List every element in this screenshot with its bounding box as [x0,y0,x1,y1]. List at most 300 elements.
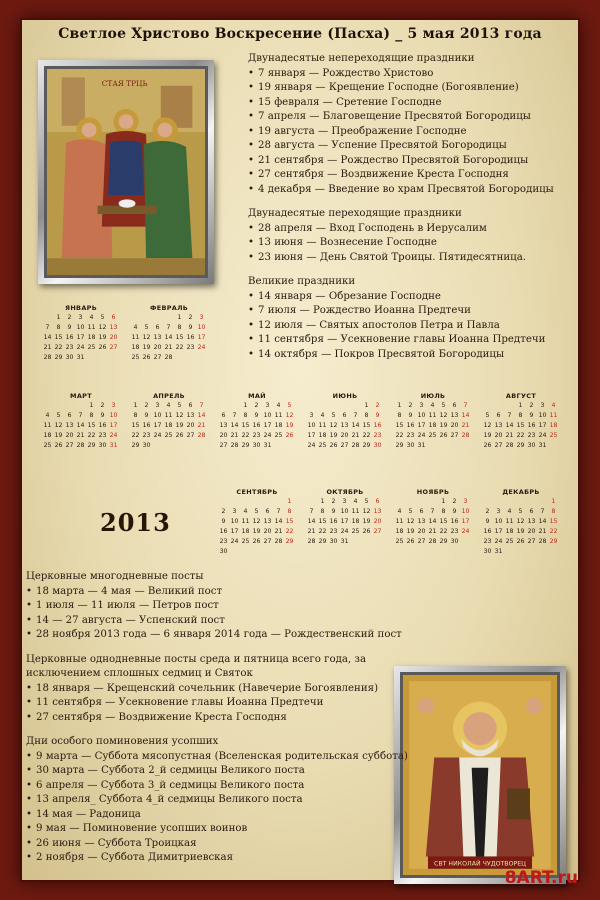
day-cell: 1 [56,314,61,321]
month-name: МАЙ [248,392,266,400]
day-cell: 30 [65,354,74,361]
day-cell: 17 [461,518,470,525]
day-cell: 21 [307,528,316,535]
day-cell: 2 [188,314,193,321]
day-cell: 6 [265,508,270,515]
month-days [42,402,120,450]
day-cell: 9 [452,508,457,515]
day-cell: 31 [263,442,272,449]
day-cell: 26 [406,538,415,545]
day-cell: 7 [309,508,314,515]
day-cell: 13 [263,518,272,525]
day-cell: 24 [263,432,272,439]
empty-day [75,402,86,410]
day-cell: 4 [89,314,94,321]
empty-day [218,402,229,410]
day-cell: 8 [287,508,292,515]
list-item: • 18 января — Крещенский сочельник (Навечерие Богоявления) [26,682,436,697]
day-cell: 10 [153,412,162,419]
day-cell: 26 [54,442,63,449]
day-cell: 3 [78,314,83,321]
empty-day [42,402,53,410]
day-cell: 29 [516,442,525,449]
day-cell: 10 [109,412,118,419]
list-item: • 21 сентября — Рождество Пресвятой Богородицы [248,154,578,169]
empty-day [328,402,339,410]
month-days [130,402,208,450]
day-cell: 8 [177,324,182,331]
day-cell: 4 [320,412,325,419]
day-cell: 2 [67,314,72,321]
month-calendar [306,488,384,546]
watermark: 8ART.ru [504,868,578,888]
day-cell: 9 [485,518,490,525]
day-cell: 18 [351,518,360,525]
day-cell: 25 [505,538,514,545]
day-cell: 18 [318,432,327,439]
day-cell: 31 [109,442,118,449]
day-cell: 8 [551,508,556,515]
day-cell: 9 [408,412,413,419]
day-cell: 23 [450,528,459,535]
day-cell: 11 [87,324,96,331]
day-cell: 16 [406,422,415,429]
day-cell: 30 [142,442,151,449]
day-cell: 30 [527,442,536,449]
day-cell: 14 [505,422,514,429]
day-cell: 7 [166,324,171,331]
day-cell: 13 [65,422,74,429]
trinity-icon-frame [38,60,214,284]
day-cell: 15 [395,422,404,429]
day-cell: 21 [505,432,514,439]
day-cell: 21 [164,344,173,351]
day-cell: 3 [265,402,270,409]
day-cell: 12 [329,422,338,429]
day-cell: 21 [428,528,437,535]
day-cell: 5 [254,508,259,515]
month-calendar [130,304,208,362]
list-item: • 27 сентября — Воздвижение Креста Господня [248,168,578,183]
day-cell: 8 [397,412,402,419]
month-days [394,498,472,546]
day-cell: 27 [373,528,382,535]
day-cell: 21 [351,432,360,439]
day-cell: 2 [452,498,457,505]
list-item: • 28 августа — Успение Пресвятой Богородицы [248,139,578,154]
day-cell: 7 [232,412,237,419]
day-cell: 8 [518,412,523,419]
section-list [26,585,436,643]
day-cell: 31 [417,442,426,449]
month-name: ЯНВАРЬ [65,304,97,312]
day-cell: 14 [538,518,547,525]
month-name: ИЮНЬ [332,392,358,400]
fasts-list [26,570,436,866]
section-heading: Церковные однодневные посты среда и пятница всего года, за исключением сплошных седмиц и Святок [26,653,367,679]
day-cell: 21 [538,528,547,535]
day-cell: 1 [287,498,292,505]
day-cell: 25 [549,432,558,439]
empty-day [526,498,537,506]
day-cell: 16 [142,422,151,429]
empty-day [306,498,317,506]
day-cell: 17 [340,518,349,525]
section-list [248,290,578,363]
day-cell: 4 [166,402,171,409]
day-cell: 26 [142,354,151,361]
month-calendar [218,488,296,556]
day-cell: 4 [397,508,402,515]
list-item: • 28 ноября 2013 года — 6 января 2014 года — Рождественский пост [26,628,436,643]
day-cell: 7 [430,508,435,515]
day-cell: 5 [56,412,61,419]
day-cell: 8 [133,412,138,419]
day-cell: 27 [65,442,74,449]
day-cell: 25 [164,432,173,439]
day-cell: 21 [43,344,52,351]
day-cell: 14 [461,412,470,419]
day-cell: 15 [131,422,140,429]
day-cell: 24 [494,538,503,545]
day-cell: 14 [274,518,283,525]
list-item: • 4 декабря — Введение во храм Пресвятой Богородицы [248,183,578,198]
day-cell: 19 [285,422,294,429]
list-item: • 14 октября — Покров Пресвятой Богородицы [248,348,578,363]
day-cell: 28 [428,538,437,545]
day-cell: 30 [98,442,107,449]
section-list [248,222,578,266]
day-cell: 6 [419,508,424,515]
day-cell: 19 [516,528,525,535]
day-cell: 5 [144,324,149,331]
day-cell: 11 [131,334,140,341]
empty-day [504,498,515,506]
day-cell: 13 [494,422,503,429]
day-cell: 19 [142,344,151,351]
day-cell: 9 [188,324,193,331]
month-days [218,498,296,556]
day-cell: 20 [186,422,195,429]
day-cell: 21 [461,422,470,429]
empty-day [218,498,229,506]
day-cell: 27 [263,538,272,545]
day-cell: 14 [307,518,316,525]
list-item: • 9 марта — Суббота мясопустная (Вселенская родительская суббота) [26,750,436,765]
day-cell: 15 [175,334,184,341]
day-cell: 9 [529,412,534,419]
day-cell: 13 [153,334,162,341]
empty-day [416,498,427,506]
day-cell: 8 [89,412,94,419]
day-cell: 15 [285,518,294,525]
day-cell: 24 [340,528,349,535]
day-cell: 29 [54,354,63,361]
day-cell: 18 [87,334,96,341]
day-cell: 22 [241,432,250,439]
day-cell: 24 [230,538,239,545]
day-cell: 18 [274,422,283,429]
day-cell: 12 [175,412,184,419]
day-cell: 5 [485,412,490,419]
day-cell: 11 [43,422,52,429]
day-cell: 14 [43,334,52,341]
day-cell: 23 [406,432,415,439]
day-cell: 11 [164,412,173,419]
day-cell: 23 [329,528,338,535]
day-cell: 7 [199,402,204,409]
day-cell: 2 [254,402,259,409]
day-cell: 31 [538,442,547,449]
day-cell: 4 [353,498,358,505]
month-days [482,402,560,450]
day-cell: 28 [505,442,514,449]
day-cell: 18 [241,528,250,535]
day-cell: 10 [340,508,349,515]
day-cell: 11 [395,518,404,525]
day-cell: 6 [375,498,380,505]
day-cell: 2 [100,402,105,409]
day-cell: 16 [527,422,536,429]
day-cell: 10 [461,508,470,515]
empty-day [482,402,493,410]
day-cell: 4 [430,402,435,409]
day-cell: 23 [373,432,382,439]
day-cell: 3 [496,508,501,515]
day-cell: 6 [342,412,347,419]
day-cell: 3 [540,402,545,409]
day-cell: 22 [175,344,184,351]
day-cell: 13 [219,422,228,429]
day-cell: 28 [43,354,52,361]
day-cell: 10 [538,412,547,419]
month-name: ФЕВРАЛЬ [149,304,189,312]
day-cell: 3 [232,508,237,515]
month-calendar [130,392,208,450]
day-cell: 12 [285,412,294,419]
day-cell: 14 [230,422,239,429]
list-item: • 18 марта — 4 мая — Великий пост [26,585,436,600]
empty-day [273,498,284,506]
month-name: АПРЕЛЬ [153,392,185,400]
day-cell: 8 [56,324,61,331]
month-name: ОКТЯБРЬ [326,488,364,496]
day-cell: 28 [164,354,173,361]
list-item: • 23 июня — День Святой Троицы. Пятидесятница. [248,251,578,266]
day-cell: 12 [54,422,63,429]
day-cell: 25 [241,538,250,545]
day-cell: 17 [417,422,426,429]
day-cell: 11 [318,422,327,429]
empty-day [482,498,493,506]
day-cell: 10 [417,412,426,419]
day-cell: 5 [408,508,413,515]
day-cell: 28 [230,442,239,449]
day-cell: 1 [89,402,94,409]
day-cell: 14 [428,518,437,525]
day-cell: 11 [505,518,514,525]
day-cell: 21 [76,432,85,439]
list-item: • 13 апреля_ Суббота 4_й седмицы Великого поста [26,793,436,808]
section-heading: Двунадесятые переходящие праздники [248,208,462,219]
day-cell: 6 [67,412,72,419]
day-cell: 27 [417,538,426,545]
trinity-icon [44,66,208,278]
day-cell: 29 [439,538,448,545]
day-cell: 21 [230,432,239,439]
day-cell: 14 [164,334,173,341]
day-cell: 11 [549,412,558,419]
day-cell: 11 [428,412,437,419]
day-cell: 20 [373,518,382,525]
day-cell: 3 [199,314,204,321]
day-cell: 1 [397,402,402,409]
day-cell: 16 [329,518,338,525]
day-cell: 5 [287,402,292,409]
day-cell: 7 [540,508,545,515]
day-cell: 20 [450,422,459,429]
day-cell: 9 [331,508,336,515]
empty-day [493,498,504,506]
year-label: 2013 [100,508,171,537]
month-calendar [218,392,296,450]
day-cell: 26 [175,432,184,439]
day-cell: 21 [197,422,206,429]
empty-day [427,498,438,506]
section-list [248,67,578,198]
empty-day [262,498,273,506]
day-cell: 28 [307,538,316,545]
day-cell: 28 [197,432,206,439]
day-cell: 4 [507,508,512,515]
day-cell: 31 [494,548,503,555]
day-cell: 16 [98,422,107,429]
empty-day [130,314,141,322]
list-item: • 7 января — Рождество Христово [248,67,578,82]
day-cell: 24 [307,442,316,449]
month-days [42,314,120,362]
day-cell: 15 [549,518,558,525]
list-item: • 11 сентября — Усекновение главы Иоанна Предтечи [26,696,436,711]
day-cell: 16 [450,518,459,525]
empty-day [537,498,548,506]
day-cell: 11 [351,508,360,515]
day-cell: 3 [155,402,160,409]
day-cell: 5 [177,402,182,409]
day-cell: 22 [516,432,525,439]
day-cell: 18 [164,422,173,429]
empty-day [493,402,504,410]
day-cell: 10 [76,324,85,331]
day-cell: 12 [439,412,448,419]
day-cell: 26 [362,528,371,535]
day-cell: 5 [441,402,446,409]
day-cell: 26 [98,344,107,351]
day-cell: 30 [329,538,338,545]
day-cell: 5 [331,412,336,419]
day-cell: 19 [98,334,107,341]
day-cell: 6 [496,412,501,419]
day-cell: 17 [263,422,272,429]
section-heading: Дни особого поминовения усопших [26,736,219,747]
day-cell: 20 [263,528,272,535]
day-cell: 24 [76,344,85,351]
day-cell: 27 [450,432,459,439]
day-cell: 28 [538,538,547,545]
day-cell: 23 [483,538,492,545]
day-cell: 6 [452,402,457,409]
list-item: • 7 апреля — Благовещение Пресвятой Богородицы [248,110,578,125]
day-cell: 3 [463,498,468,505]
day-cell: 15 [318,518,327,525]
list-item: • 26 июня — Суббота Троицкая [26,837,436,852]
day-cell: 13 [417,518,426,525]
day-cell: 10 [263,412,272,419]
day-cell: 10 [494,518,503,525]
day-cell: 16 [186,334,195,341]
day-cell: 20 [65,432,74,439]
list-item: • 6 апреля — Суббота 3_й седмицы Великого поста [26,779,436,794]
day-cell: 28 [461,432,470,439]
day-cell: 15 [54,334,63,341]
list-item: • 1 июля — 11 июля — Петров пост [26,599,436,614]
day-cell: 20 [494,432,503,439]
day-cell: 7 [507,412,512,419]
day-cell: 19 [329,432,338,439]
day-cell: 20 [219,432,228,439]
day-cell: 17 [197,334,206,341]
day-cell: 18 [43,432,52,439]
list-item: • 2 ноября — Суббота Димитриевская [26,851,436,866]
day-cell: 22 [318,528,327,535]
day-cell: 24 [417,432,426,439]
day-cell: 16 [483,528,492,535]
list-item: • 11 сентября — Усекновение главы Иоанна Предтечи [248,333,578,348]
day-cell: 31 [76,354,85,361]
day-cell: 29 [87,442,96,449]
month-calendar [306,392,384,450]
day-cell: 9 [67,324,72,331]
day-cell: 25 [428,432,437,439]
month-name: ИЮЛЬ [420,392,446,400]
day-cell: 12 [252,518,261,525]
day-cell: 12 [98,324,107,331]
day-cell: 4 [276,402,281,409]
list-item: • 30 марта — Суббота 2_й седмицы Великого поста [26,764,436,779]
section-list [26,750,436,866]
day-cell: 2 [375,402,380,409]
day-cell: 19 [362,518,371,525]
list-item: • 14 января — Обрезание Господне [248,290,578,305]
calendar-page [20,18,580,882]
day-cell: 27 [186,432,195,439]
day-cell: 17 [307,432,316,439]
day-cell: 2 [408,402,413,409]
list-item: • 15 февраля — Сретение Господне [248,96,578,111]
day-cell: 7 [45,324,50,331]
list-item: • 19 августа — Преображение Господне [248,125,578,140]
day-cell: 8 [243,412,248,419]
day-cell: 13 [450,412,459,419]
day-cell: 22 [395,432,404,439]
empty-day [251,498,262,506]
section-heading: Церковные многодневные посты [26,571,204,582]
day-cell: 8 [364,412,369,419]
nicholas-caption: СВТ НИКОЛАЙ ЧУДОТВОРЕЦ [433,860,527,868]
day-cell: 12 [406,518,415,525]
day-cell: 29 [395,442,404,449]
trinity-caption: СТАЯ ТРЦЬ [101,78,148,88]
